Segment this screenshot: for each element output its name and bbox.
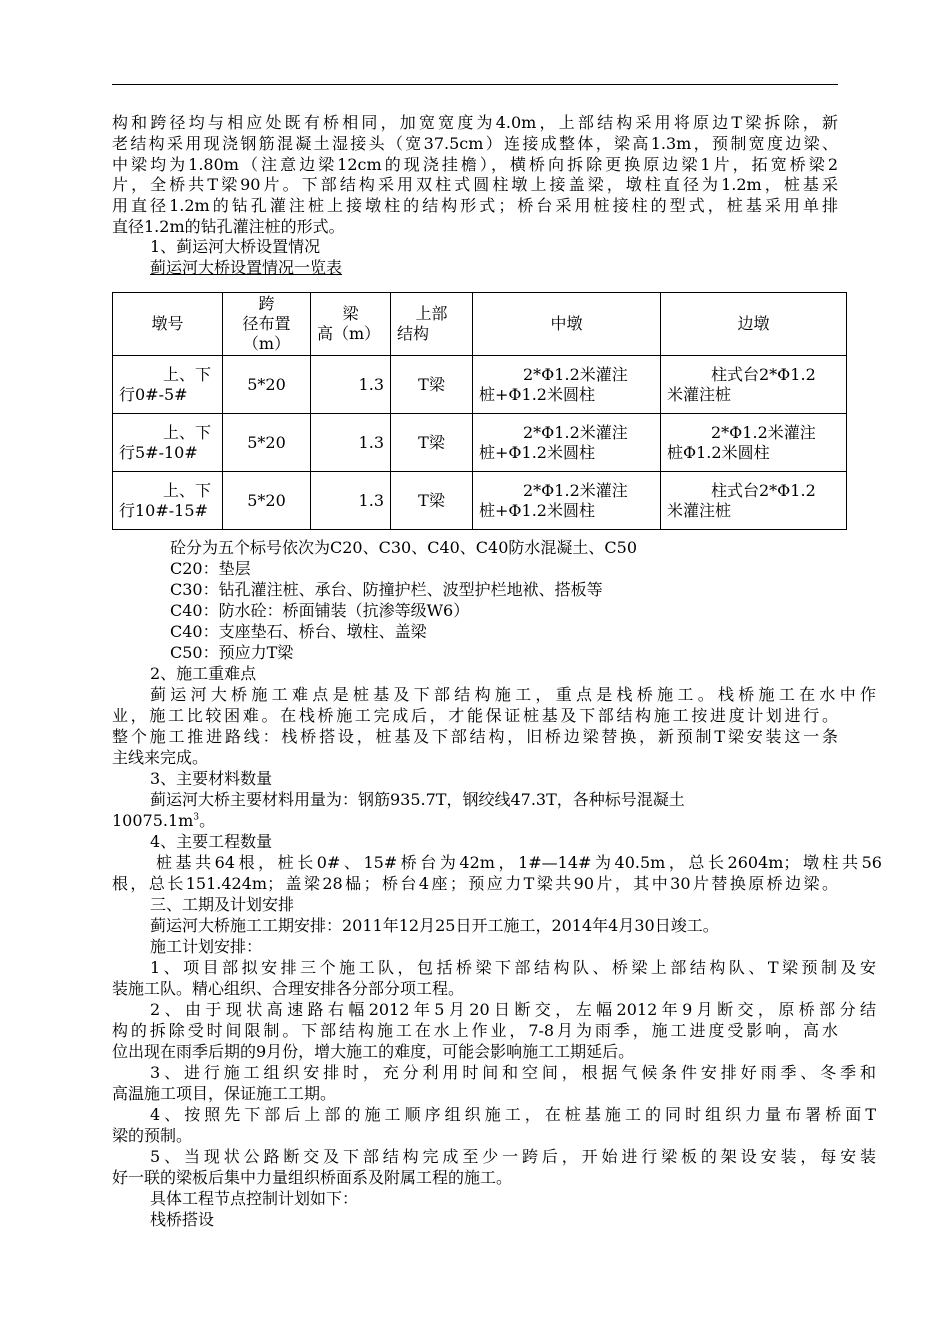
plan-item-line: 3、进行施工组织安排时，充分利用时间和空间，根据气候条件安排好雨季、冬季和 [150,1063,876,1082]
intro-line: 片，全桥共T梁90片。下部结构采用双柱式圆柱墩上接盖梁，墩柱直径为1.2m，桩基采 [112,175,838,194]
cell-span: 5*20 [223,356,311,414]
header-side-pier: 边墩 [661,293,847,356]
intro-line: 直径1.2m的钻孔灌注桩的形式。 [112,217,345,236]
period: 。 [199,811,216,830]
cell-span: 5*20 [223,472,311,530]
paragraph-line: 蓟运河大桥主要材料用量为：钢筋935.7T，钢绞线47.3T，各种标号混凝土 [150,790,685,809]
plan-heading: 施工计划安排： [150,937,263,956]
cell-structure: T梁 [391,472,473,530]
section-heading-4: 4、主要工程数量 [150,832,273,851]
cell-side-pier: 柱式台2*Φ1.2 米灌注桩 [661,356,847,414]
plan-item-line: 5、当现状公路断交及下部结构完成至少一跨后，开始进行梁板的架设安装，每安装 [150,1147,876,1166]
paragraph-line [112,811,838,832]
cell-structure: T梁 [391,414,473,472]
header-beam-height: 梁 高（m） [311,293,391,356]
header-mid-pier: 中墩 [473,293,661,356]
section-heading-3: 3、主要材料数量 [150,769,273,788]
cell-span: 5*20 [223,414,311,472]
concrete-line: C30：钻孔灌注桩、承台、防撞护栏、波型护栏地袱、搭板等 [170,580,603,599]
paragraph-line: 蓟运河大桥施工难点是桩基及下部结构施工，重点是栈桥施工。栈桥施工在水中作 [150,685,876,704]
paragraph-line: 业，施工比较困难。在栈桥施工完成后，才能保证桩基及下部结构施工按进度计划进行。 [112,706,838,725]
cell-pier: 上、下 行10#-15# [113,472,223,530]
table-row [113,472,847,530]
cell-pier: 上、下 行0#-5# [113,356,223,414]
paragraph-line: 桩基共64根，桩长0#、15#桥台为42m，1#—14#为40.5m，总长2604m；墩柱共56 [156,853,882,872]
paragraph-line: 蓟运河大桥施工工期安排：2011年12月25日开工施工，2014年4月30日竣工。 [150,916,719,935]
cell-side-pier: 2*Φ1.2米灌注 桩Φ1.2米圆柱 [661,414,847,472]
plan-item-line: 位出现在雨季后期的9月份，增大施工的难度，可能会影响施工工期延后。 [112,1042,635,1061]
intro-line: 构和跨径均与相应处既有桥相同，加宽宽度为4.0m，上部结构采用将原边T梁拆除，新 [112,113,838,132]
table-header-row [113,293,847,356]
unit-superscript: 3 [193,812,200,823]
intro-line: 用直径1.2m的钻孔灌注桩上接墩柱的结构形式；桥台采用桩接柱的型式，桩基采用单排 [112,196,838,215]
trestle-heading: 栈桥搭设 [150,1210,215,1229]
concrete-line: C20：垫层 [170,559,251,578]
cell-side-pier: 柱式台2*Φ1.2 米灌注桩 [661,472,847,530]
plan-item-line: 好一联的梁板后集中力量组织桥面系及附属工程的施工。 [112,1168,513,1187]
cell-mid-pier: 2*Φ1.2米灌注 桩+Φ1.2米圆柱 [473,356,661,414]
bridge-settings-table [112,292,847,530]
paragraph-line: 主线来完成。 [112,748,209,767]
header-pier-no: 墩号 [113,293,223,356]
concrete-volume: 10075.1m [112,811,194,830]
intro-line: 中梁均为1.80m（注意边梁12cm的现浇挂檐），横桥向拆除更换原边梁1片，拓宽桥梁2 [112,155,838,174]
cell-height: 1.3 [311,414,391,472]
table-caption-wrap [112,258,876,279]
plan-item-line: 高温施工项目，保证施工工期。 [112,1084,337,1103]
concrete-line: C40：支座垫石、桥台、墩柱、盖梁 [170,622,427,641]
header-span: 跨 径布置 （m） [223,293,311,356]
concrete-line: C40：防水砼：桥面铺装（抗渗等级W6） [170,601,470,620]
node-plan-heading: 具体工程节点控制计划如下： [150,1189,359,1208]
cell-mid-pier: 2*Φ1.2米灌注 桩+Φ1.2米圆柱 [473,472,661,530]
plan-item-line: 1、项目部拟安排三个施工队，包括桥梁下部结构队、桥梁上部结构队、T梁预制及安 [150,958,876,977]
cell-structure: T梁 [391,356,473,414]
paragraph-line: 根，总长151.424m；盖梁28榀；桥台4座；预应力T梁共90片，其中30片替换原桥边梁。 [112,874,838,893]
plan-item-line: 4、按照先下部后上部的施工顺序组织施工，在桩基施工的同时组织力量布署桥面T [150,1105,876,1124]
plan-item-line: 构的拆除受时间限制。下部结构施工在水上作业，7-8月为雨季，施工进度受影响，高水 [112,1021,838,1040]
section-heading-1: 1、蓟运河大桥设置情况 [150,237,321,256]
concrete-line: C50：预应力T梁 [170,643,294,662]
cell-pier: 上、下 行5#-10# [113,414,223,472]
cell-height: 1.3 [311,356,391,414]
cell-height: 1.3 [311,472,391,530]
paragraph-line: 整个施工推进路线：栈桥搭设，桩基及下部结构，旧桥边梁替换，新预制T梁安装这一条 [112,727,838,746]
table-caption: 蓟运河大桥设置情况一览表 [150,258,343,277]
part-heading: 三、工期及计划安排 [150,895,295,914]
table-row [113,356,847,414]
plan-item-line: 装施工队。精心组织、合理安排各分部分项工程。 [112,979,465,998]
plan-item-line: 2、由于现状高速路右幅2012年5月20日断交，左幅2012年9月断交，原桥部分结 [150,1000,876,1019]
section-heading-2: 2、施工重难点 [150,664,257,683]
table-row [113,414,847,472]
header-rule [112,84,838,85]
concrete-line: 砼分为五个标号依次为C20、C30、C40、C40防水混凝土、C50 [170,538,638,557]
cell-mid-pier: 2*Φ1.2米灌注 桩+Φ1.2米圆柱 [473,414,661,472]
plan-item-line: 梁的预制。 [112,1126,193,1145]
intro-line: 老结构采用现浇钢筋混凝土湿接头（宽37.5cm）连接成整体，梁高1.3m，预制宽度边梁、 [112,134,838,153]
header-superstructure: 上部 结构 [391,293,473,356]
